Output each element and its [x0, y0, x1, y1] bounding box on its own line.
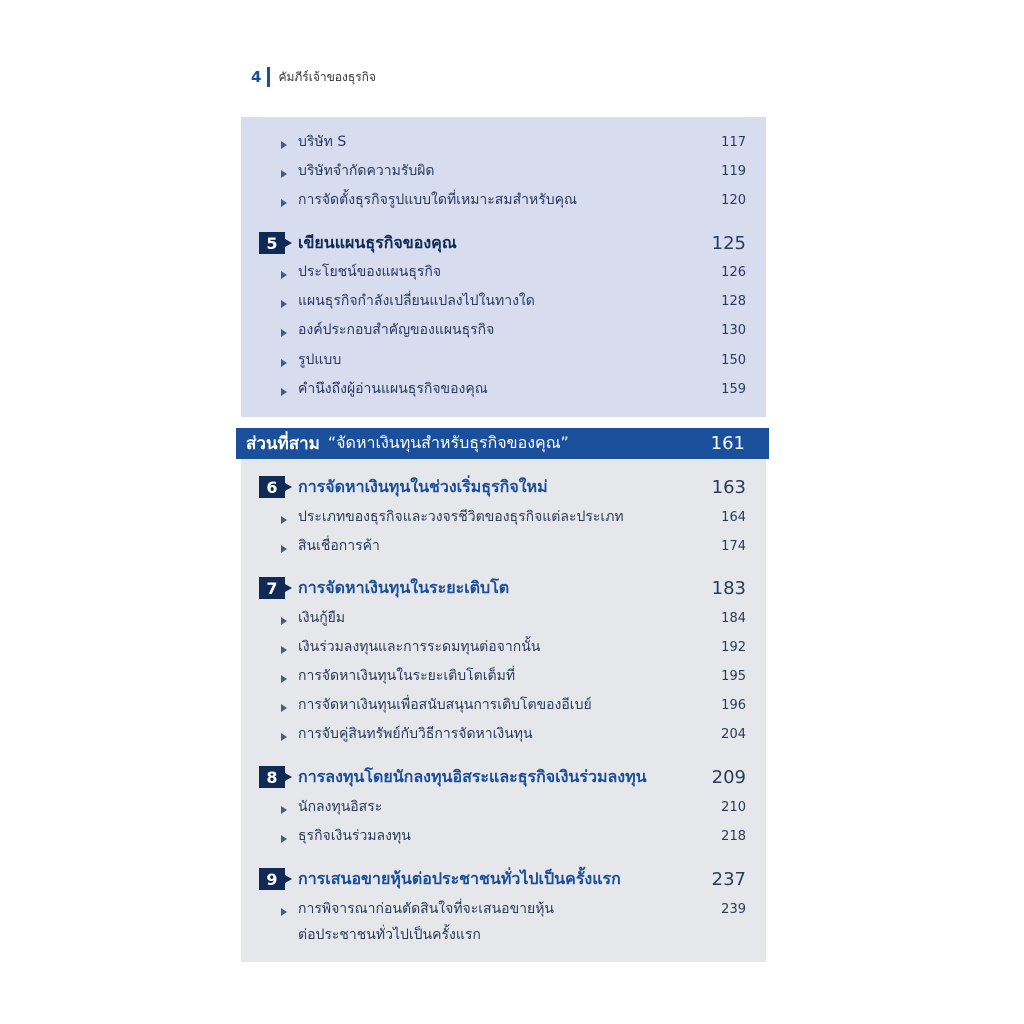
bullet-arrow-icon — [281, 908, 287, 916]
toc-item[interactable]: บริษัท S 117 — [281, 135, 746, 155]
book-title: คัมภีร์เจ้าของธุรกิจ — [278, 69, 376, 84]
toc-item[interactable]: รูปแบบ 150 — [281, 353, 746, 373]
bullet-arrow-icon — [281, 545, 287, 553]
chapter-page: 209 — [711, 766, 746, 788]
toc-item[interactable]: คำนึงถึงผู้อ่านแผนธุรกิจของคุณ 159 — [281, 382, 746, 402]
toc-item[interactable]: บริษัทจำกัดความรับผิด 119 — [281, 164, 746, 184]
toc-item[interactable]: เงินร่วมลงทุนและการระดมทุนต่อจากนั้น 192 — [281, 640, 746, 660]
chapter-8-heading[interactable] — [259, 765, 746, 789]
chapter-page: 237 — [711, 868, 746, 890]
toc-item[interactable]: ธุรกิจเงินร่วมลงทุน 218 — [281, 829, 746, 849]
part-page: 161 — [710, 433, 745, 454]
chapter-9-heading[interactable] — [259, 867, 746, 891]
chapter-number: 6 — [259, 476, 285, 498]
bullet-arrow-icon — [281, 704, 287, 712]
chapter-number: 9 — [259, 868, 285, 890]
bullet-arrow-icon — [281, 388, 287, 396]
chapter-title: การจัดหาเงินทุนในช่วงเริ่มธุรกิจใหม่ — [298, 476, 548, 496]
chapter-title: การจัดหาเงินทุนในระยะเติบโต — [298, 577, 510, 597]
bullet-arrow-icon — [281, 271, 287, 279]
bullet-arrow-icon — [281, 300, 287, 308]
bullet-arrow-icon — [281, 675, 287, 683]
toc-item[interactable]: การพิจารณาก่อนตัดสินใจที่จะเสนอขายหุ้น ต่อประชาชนทั่วไปเป็นครั้งแรก 239 — [281, 902, 746, 948]
toc-item[interactable]: นักลงทุนอิสระ 210 — [281, 800, 746, 820]
toc-item[interactable]: ประโยชน์ของแผนธุรกิจ 126 — [281, 265, 746, 285]
chapter-page: 183 — [711, 577, 746, 599]
toc-item-label-line2: ต่อประชาชนทั่วไปเป็นครั้งแรก — [298, 927, 481, 943]
chapter-7-heading[interactable] — [259, 576, 746, 600]
page-header — [251, 64, 376, 90]
part-title: “จัดหาเงินทุนสำหรับธุรกิจของคุณ” — [327, 433, 569, 452]
toc-item[interactable]: ประเภทของธุรกิจและวงจรชีวิตของธุรกิจแต่ละประเภท 164 — [281, 510, 746, 530]
chapter-number: 8 — [259, 766, 285, 788]
toc-item[interactable]: การจับคู่สินทรัพย์กับวิธีการจัดหาเงินทุน 204 — [281, 727, 746, 747]
bullet-arrow-icon — [281, 733, 287, 741]
chapter-title: การเสนอขายหุ้นต่อประชาชนทั่วไปเป็นครั้งแรก — [298, 868, 621, 888]
toc-item-label-line1: การพิจารณาก่อนตัดสินใจที่จะเสนอขายหุ้น — [298, 901, 555, 917]
toc-item[interactable]: แผนธุรกิจกำลังเปลี่ยนแปลงไปในทางใด 128 — [281, 294, 746, 314]
chapter-6-heading[interactable] — [259, 475, 746, 499]
bullet-arrow-icon — [281, 141, 287, 149]
bullet-arrow-icon — [281, 329, 287, 337]
bullet-arrow-icon — [281, 170, 287, 178]
toc-item[interactable]: องค์ประกอบสำคัญของแผนธุรกิจ 130 — [281, 323, 746, 343]
toc-item[interactable]: การจัดตั้งธุรกิจรูปแบบใดที่เหมาะสมสำหรับคุณ 120 — [281, 193, 746, 213]
bullet-arrow-icon — [281, 199, 287, 207]
chapter-number: 7 — [259, 577, 285, 599]
part-label: ส่วนที่สาม — [246, 434, 320, 454]
chapter-number: 5 — [259, 232, 285, 254]
bullet-arrow-icon — [281, 516, 287, 524]
toc-item[interactable]: การจัดหาเงินทุนเพื่อสนับสนุนการเติบโตของอีเบย์ 196 — [281, 698, 746, 718]
chapter-5-heading[interactable] — [259, 231, 746, 255]
toc-item[interactable]: เงินกู้ยืม 184 — [281, 611, 746, 631]
toc-item[interactable]: การจัดหาเงินทุนในระยะเติบโตเต็มที่ 195 — [281, 669, 746, 689]
bullet-arrow-icon — [281, 617, 287, 625]
chapter-title: การลงทุนโดยนักลงทุนอิสระและธุรกิจเงินร่วมลงทุน — [298, 766, 647, 786]
bullet-arrow-icon — [281, 806, 287, 814]
chapter-title: เขียนแผนธุรกิจของคุณ — [298, 232, 457, 252]
chapter-page: 163 — [711, 476, 746, 498]
page-number: 4 — [251, 68, 262, 86]
header-divider — [267, 67, 270, 87]
bullet-arrow-icon — [281, 359, 287, 367]
bullet-arrow-icon — [281, 646, 287, 654]
toc-item[interactable]: สินเชื่อการค้า 174 — [281, 539, 746, 559]
chapter-page: 125 — [711, 232, 746, 254]
bullet-arrow-icon — [281, 835, 287, 843]
part-3-heading[interactable] — [236, 428, 769, 459]
